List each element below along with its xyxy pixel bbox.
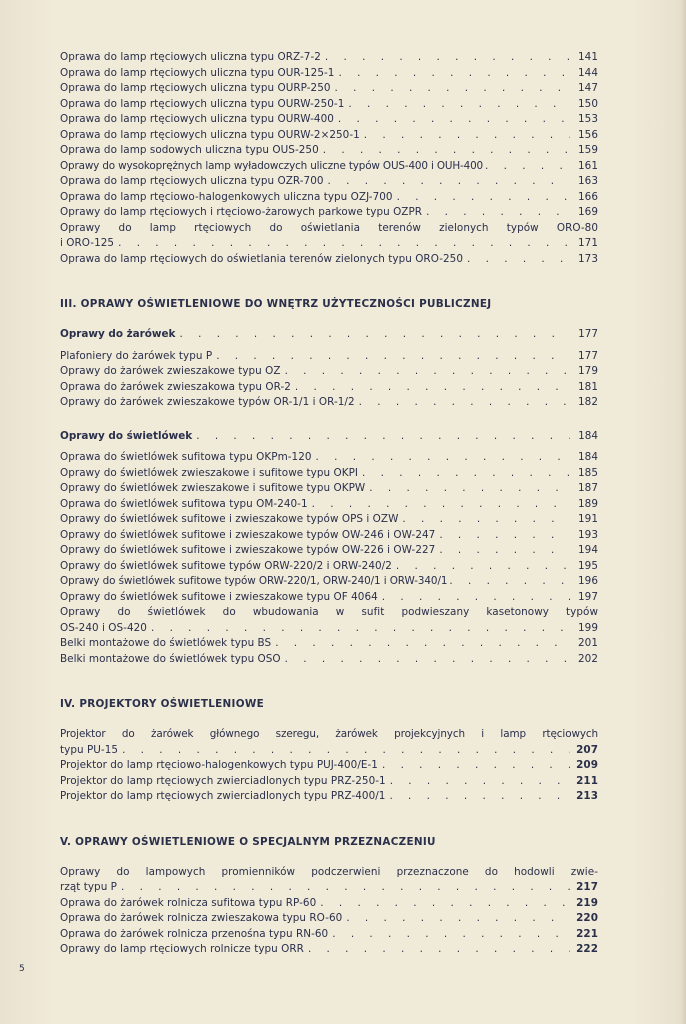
toc-entry: Projektor do lamp rtęciowych zwierciadlonych typu PRZ-400/1 . . . 213 (60, 789, 598, 805)
toc-group-heading: Oprawy do żarówek . . . 177 (60, 327, 598, 343)
toc-entry: Plafoniery do żarówek typu P . . . 177 (60, 349, 598, 365)
toc-entry: Oprawa do lamp rtęciowych uliczna typu OURP-250 . . . 147 (60, 81, 598, 97)
page-number: 161 (578, 159, 598, 172)
toc-entry: Oprawa do lamp rtęciowych uliczna typu ORZ-7-2 . . . 141 (60, 50, 598, 66)
page-number: 177 (578, 349, 598, 362)
page-number: 147 (578, 82, 598, 94)
section-heading: V. OPRAWY OŚWIETLENIOWE O SPECJALNYM PRZEZNACZENIU (60, 835, 436, 848)
toc-entry: Oprawy do świetlówek zwieszakowe i sufitowe typu OKPI . . . 185 (60, 466, 598, 482)
page-number: 221 (576, 927, 598, 940)
page-number: 159 (578, 144, 598, 156)
page-number: 189 (578, 497, 598, 510)
page-number: 177 (578, 328, 598, 340)
toc-entry: Oprawy do świetlówek sufitowe i zwieszakowe typów OW-246 i OW-247 . . . 193 (60, 528, 598, 544)
page-number: 179 (578, 365, 598, 377)
toc-entry: Oprawa do żarówek rolnicza sufitowa typu RP-60 . . . 219 (60, 896, 598, 912)
page-number: 150 (578, 97, 598, 110)
toc-entry: Oprawy do lamp rtęciowych rolnicze typu ORR . . . 222 (60, 942, 598, 958)
toc-entry: Oprawa do lamp rtęciowych do oświetlania terenów zielonych typu ORO-250 . . . 173 (60, 252, 598, 268)
page-number: 202 (578, 652, 598, 665)
toc-entry: Oprawa do lamp sodowych uliczna typu OUS-250 . . . 159 (60, 143, 598, 159)
folio-page-number: 5 (19, 964, 25, 974)
toc-entry: Oprawy do świetlówek sufitowe i zwieszakowe typu OF 4064 . . . 197 (60, 590, 598, 606)
section-heading: IV. PROJEKTORY OŚWIETLENIOWE (60, 698, 264, 710)
page-number: 219 (576, 896, 598, 909)
toc-entry: Oprawy do lamp rtęciowych do oświetlania terenów zielonych typów ORO-80 i ORO-125 . . . 171 (60, 221, 598, 252)
toc-entry: Oprawy do świetlówek sufitowe i zwieszakowe typów OPS i OZW . . . 191 (60, 512, 598, 528)
page-number: 182 (578, 396, 598, 408)
page-number: 222 (576, 943, 598, 955)
toc-entry: Oprawa do świetlówek sufitowa typu OM-240-1 . . . 189 (60, 497, 598, 513)
toc-entry: Oprawy do lampowych promienników podczerwieni przeznaczone do hodowli zwie- rząt typu P . . . 217 (60, 865, 598, 896)
page-number: 184 (578, 429, 598, 442)
page-number: 171 (578, 237, 598, 249)
toc-entry: Oprawy do wysokoprężnych lamp wyładowczych uliczne typów OUS-400 i OUH-400 . . . 161 (60, 159, 598, 175)
page-number: 207 (576, 743, 598, 756)
page-number: 163 (578, 175, 598, 187)
page-number: 220 (576, 912, 598, 924)
toc-entry: Oprawy do świetlówek do wbudowania w sufit podwieszany kasetonowy typów OS-240 i OS-420 . . . 199 (60, 605, 598, 636)
toc-entry: Oprawy do świetlówek sufitowe typów ORW-220/2 i ORW-240/2 . . . 195 (60, 559, 598, 575)
toc-entry: Projektor do żarówek głównego szeregu, żarówek projekcyjnych i lamp rtęciowych typu PU-15 . . . 207 (60, 727, 598, 758)
toc-entry: Projektor do lamp rtęciowych zwierciadlonych typu PRZ-250-1 . . . 211 (60, 774, 598, 790)
page-number: 197 (578, 590, 598, 603)
toc-entry: Belki montażowe do świetlówek typu OSO . . . 202 (60, 652, 598, 668)
page-number: 144 (578, 66, 598, 79)
toc-entry: Oprawa do lamp rtęciowych uliczna typu OZR-700 . . . 163 (60, 174, 598, 190)
page-number: 191 (578, 513, 598, 525)
toc-entry: Oprawy do świetlówek sufitowe typów ORW-220/1, ORW-240/1 i ORW-340/1 . . . 196 (60, 574, 598, 590)
page-number: 199 (578, 621, 598, 634)
toc-entry: Oprawa do lamp rtęciowych uliczna typu OURW-250-1 . . . 150 (60, 97, 598, 113)
page-number: 194 (578, 544, 598, 556)
page-number: 195 (578, 559, 598, 572)
toc-entry: Oprawa do żarówek zwieszakowa typu OR-2 . . . 181 (60, 380, 598, 396)
page-number: 156 (578, 128, 598, 141)
toc-content (60, 50, 598, 958)
page-number: 153 (578, 113, 598, 125)
page-number: 185 (578, 466, 598, 479)
page-number: 166 (578, 190, 598, 203)
toc-group-heading: Oprawy do świetlówek . . . 184 (60, 429, 598, 445)
page-number: 196 (578, 575, 598, 587)
page-number: 217 (576, 881, 598, 893)
page-number: 169 (578, 206, 598, 218)
page-number: 181 (578, 380, 598, 393)
page-number: 187 (578, 482, 598, 494)
toc-entry: Oprawy do świetlówek zwieszakowe i sufitowe typu OKPW . . . 187 (60, 481, 598, 497)
page-number: 211 (576, 774, 598, 787)
toc-entry: Oprawa do lamp rtęciowych uliczna typu OURW-400 . . . 153 (60, 112, 598, 128)
page-number: 184 (578, 451, 598, 463)
toc-entry: Oprawy do żarówek zwieszakowe typu OZ . . . 179 (60, 364, 598, 380)
toc-entry: Oprawy do żarówek zwieszakowe typów OR-1/1 i OR-1/2 . . . 182 (60, 395, 598, 411)
toc-entry: Oprawa do lamp rtęciowo-halogenkowych uliczna typu OZJ-700 . . . 166 (60, 190, 598, 206)
toc-entry: Oprawa do lamp rtęciowych uliczna typu OURW-2×250-1 . . . 156 (60, 128, 598, 144)
page-number: 201 (578, 637, 598, 649)
page-number: 213 (576, 790, 598, 802)
page-edge (680, 0, 686, 1024)
page-number: 141 (578, 51, 598, 63)
toc-entry: Oprawa do żarówek rolnicza zwieszakowa typu RO-60 . . . 220 (60, 911, 598, 927)
toc-entry: Oprawa do żarówek rolnicza przenośna typu RN-60 . . . 221 (60, 927, 598, 943)
page-number: 193 (578, 528, 598, 541)
toc-entry: Oprawa do lamp rtęciowych uliczna typu OUR-125-1 . . . 144 (60, 66, 598, 82)
toc-entry: Projektor do lamp rtęciowo-halogenkowych typu PUJ-400/E-1 . . . 209 (60, 758, 598, 774)
toc-entry: Oprawy do świetlówek sufitowe i zwieszakowe typów OW-226 i OW-227 . . . 194 (60, 543, 598, 559)
toc-entry: Oprawy do lamp rtęciowych i rtęciowo-żarowych parkowe typu OZPR . . . 169 (60, 205, 598, 221)
toc-entry: Oprawa do świetlówek sufitowa typu OKPm-120 . . . 184 (60, 450, 598, 466)
page-number: 173 (578, 252, 598, 265)
page-number: 209 (576, 759, 598, 771)
section-heading: III. OPRAWY OŚWIETLENIOWE DO WNĘTRZ UŻYTECZNOŚCI PUBLICZNEJ (60, 298, 492, 310)
toc-entry: Belki montażowe do świetlówek typu BS . . . 201 (60, 636, 598, 652)
